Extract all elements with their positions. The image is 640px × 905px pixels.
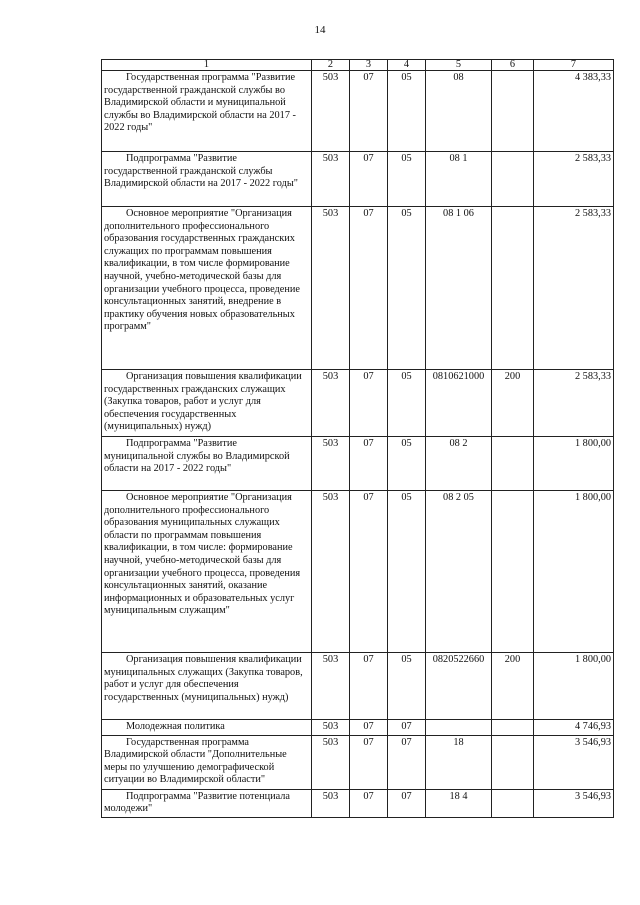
row-subsection: 05 <box>388 491 426 653</box>
row-target-item: 08 1 06 <box>426 207 492 370</box>
row-amount: 4 383,33 <box>534 71 614 152</box>
row-ministry: 503 <box>312 437 350 491</box>
row-target-item: 08 1 <box>426 152 492 207</box>
row-ministry: 503 <box>312 491 350 653</box>
row-ministry: 503 <box>312 720 350 736</box>
row-expense-type: 200 <box>492 653 534 720</box>
row-target-item: 0820522660 <box>426 653 492 720</box>
table-row <box>102 152 614 207</box>
row-subsection: 07 <box>388 735 426 789</box>
row-ministry: 503 <box>312 735 350 789</box>
row-section: 07 <box>350 152 388 207</box>
row-amount: 3 546,93 <box>534 735 614 789</box>
row-expense-type <box>492 437 534 491</box>
row-name: Государственная программа "Развитие государственной гражданской службы во Владимирской области и муниципальной службы во Владимирской области на 2017 - 2022 годы" <box>104 72 296 134</box>
row-target-item: 0810621000 <box>426 370 492 437</box>
row-expense-type: 200 <box>492 370 534 437</box>
row-amount: 2 583,33 <box>534 152 614 207</box>
row-subsection: 07 <box>388 789 426 817</box>
table-row <box>102 720 614 736</box>
header-cell-5: 5 <box>426 60 492 71</box>
header-cell-1: 1 <box>102 60 312 71</box>
row-subsection: 05 <box>388 370 426 437</box>
row-name: Подпрограмма "Развитие муниципальной службы во Владимирской области на 2017 - 2022 годы" <box>104 438 290 475</box>
row-ministry: 503 <box>312 71 350 152</box>
row-name: Подпрограмма "Развитие государственной гражданской службы Владимирской области на 2017 - 2022 годы" <box>104 153 298 190</box>
row-target-item: 18 <box>426 735 492 789</box>
header-cell-2: 2 <box>312 60 350 71</box>
table-row <box>102 437 614 491</box>
row-section: 07 <box>350 370 388 437</box>
row-ministry: 503 <box>312 653 350 720</box>
row-section: 07 <box>350 720 388 736</box>
row-expense-type <box>492 789 534 817</box>
row-amount: 1 800,00 <box>534 653 614 720</box>
row-ministry: 503 <box>312 152 350 207</box>
row-name: Молодежная политика <box>126 721 225 732</box>
row-subsection: 05 <box>388 207 426 370</box>
row-expense-type <box>492 720 534 736</box>
table-row <box>102 735 614 789</box>
table-row <box>102 653 614 720</box>
row-amount: 2 583,33 <box>534 370 614 437</box>
row-name: Организация повышения квалификации муниципальных служащих (Закупка товаров, работ и услуг для обеспечения государственных (муниципальных) нужд) <box>104 654 303 703</box>
row-name: Организация повышения квалификации государственных гражданских служащих (Закупка товаров, работ и услуг для обеспечения государственных (муниципальных) нужд) <box>104 371 302 433</box>
table-row <box>102 789 614 817</box>
row-section: 07 <box>350 735 388 789</box>
row-section: 07 <box>350 491 388 653</box>
row-amount: 1 800,00 <box>534 437 614 491</box>
header-cell-7: 7 <box>534 60 614 71</box>
row-name: Основное мероприятие "Организация дополнительного профессионального образования государственных гражданских служащих по программам повышения квалификации, в том числе формирование научной, учебно-методической базы для организации учебного процесса, проведение консультационных занятий, внедрение в практику обучения новых образовательных программ" <box>104 208 300 333</box>
row-expense-type <box>492 71 534 152</box>
row-subsection: 05 <box>388 71 426 152</box>
row-ministry: 503 <box>312 370 350 437</box>
table-row <box>102 207 614 370</box>
row-subsection: 07 <box>388 720 426 736</box>
row-name: Государственная программа Владимирской области "Дополнительные меры по улучшению демографической ситуации во Владимирской области" <box>104 736 287 786</box>
header-cell-4: 4 <box>388 60 426 71</box>
row-target-item: 08 2 <box>426 437 492 491</box>
row-section: 07 <box>350 437 388 491</box>
row-expense-type <box>492 207 534 370</box>
header-cell-6: 6 <box>492 60 534 71</box>
row-name: Подпрограмма "Развитие потенциала молодежи" <box>104 790 290 815</box>
header-cell-3: 3 <box>350 60 388 71</box>
table-row <box>102 491 614 653</box>
page-number: 14 <box>314 24 326 36</box>
row-target-item <box>426 720 492 736</box>
row-target-item: 18 4 <box>426 789 492 817</box>
row-ministry: 503 <box>312 207 350 370</box>
row-section: 07 <box>350 71 388 152</box>
row-subsection: 05 <box>388 653 426 720</box>
row-amount: 2 583,33 <box>534 207 614 370</box>
row-expense-type <box>492 152 534 207</box>
row-amount: 1 800,00 <box>534 491 614 653</box>
row-section: 07 <box>350 207 388 370</box>
table-row <box>102 71 614 152</box>
row-section: 07 <box>350 653 388 720</box>
header-row <box>102 60 614 71</box>
row-section: 07 <box>350 789 388 817</box>
row-expense-type <box>492 491 534 653</box>
row-name: Основное мероприятие "Организация дополнительного профессионального образования муниципальных служащих области по программам повышения квалификации, в том числе: формирование научной, учебно-методической базы для организации учебного процесса, проведения консультационных занятий, оказание информационных и образовательных услуг муниципальным служащим" <box>104 492 301 617</box>
budget-table <box>101 59 614 818</box>
row-subsection: 05 <box>388 152 426 207</box>
row-amount: 4 746,93 <box>534 720 614 736</box>
row-ministry: 503 <box>312 789 350 817</box>
row-target-item: 08 2 05 <box>426 491 492 653</box>
row-target-item: 08 <box>426 71 492 152</box>
row-subsection: 05 <box>388 437 426 491</box>
row-expense-type <box>492 735 534 789</box>
table-row <box>102 370 614 437</box>
row-amount: 3 546,93 <box>534 789 614 817</box>
